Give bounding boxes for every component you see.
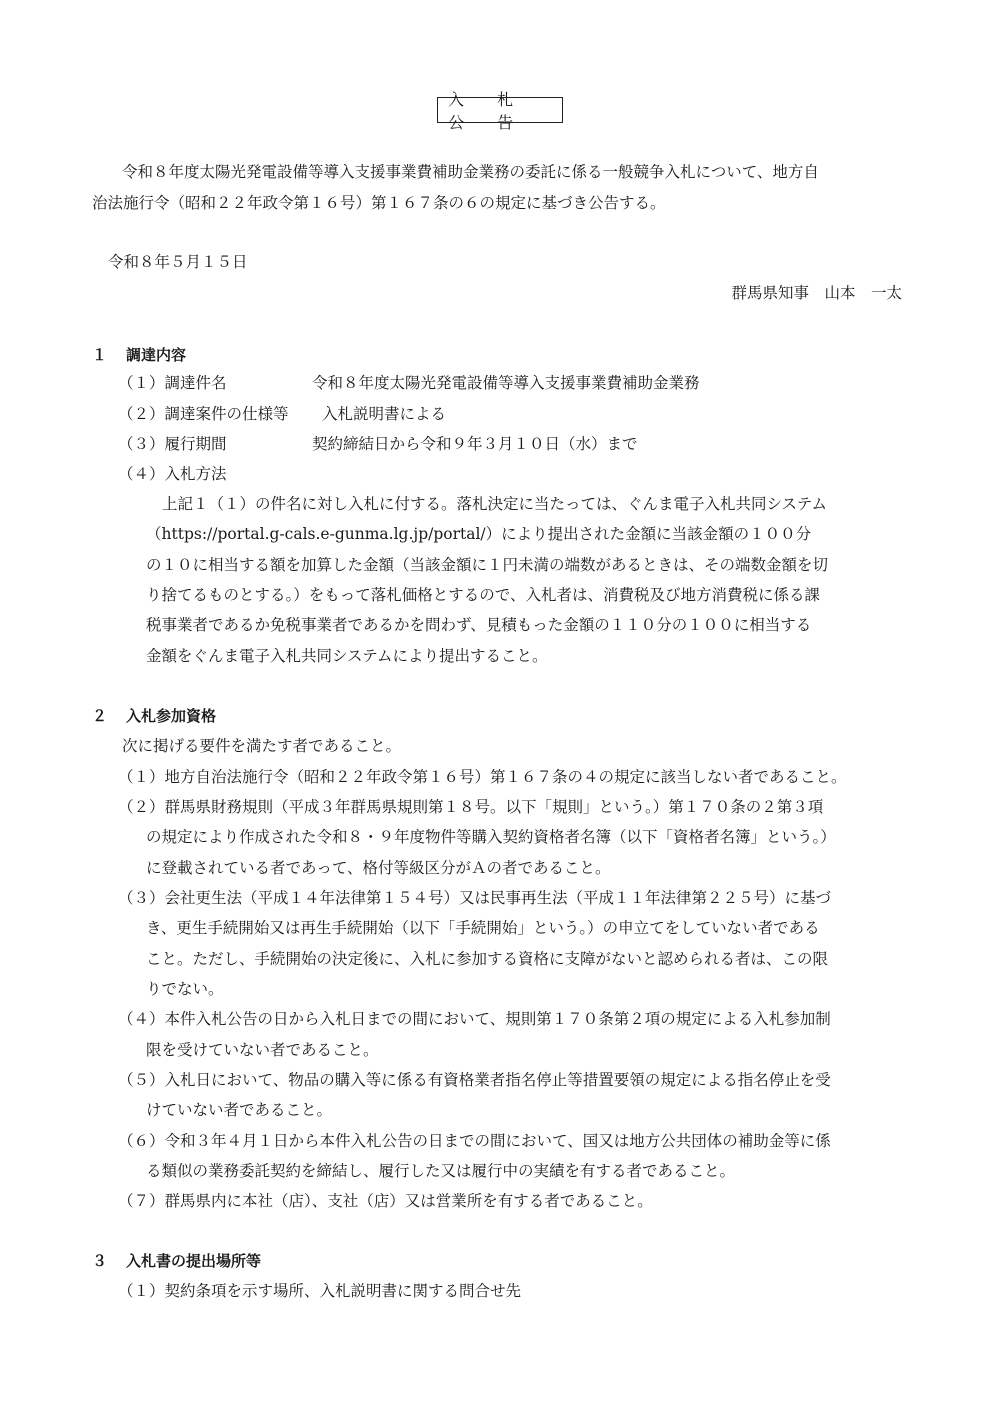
method-line-2: （https://portal.g-cals.e-gunma.lg.jp/portal/）により提出された金額に当該金額の１００分 (146, 525, 812, 543)
section-2-item-2-cont: の規定により作成された令和８・９年度物件等購入契約資格者名簿（以下「資格者名簿」という。） (146, 828, 836, 846)
method-line-5: 税事業者であるか免税事業者であるかを問わず、見積もった金額の１１０分の１００に相当する (146, 616, 812, 634)
section-2-item-5: （５）入札日において、物品の購入等に係る有資格業者指名停止等措置要領の規定による指名停止を受 (118, 1071, 831, 1089)
section-1-item-4 (118, 464, 227, 484)
section-2-title: 入札参加資格 (126, 707, 217, 725)
item-label: （３）履行期間 (118, 435, 227, 453)
notice-date: 令和８年５月１５日 (108, 253, 248, 271)
section-1-item-3 (118, 434, 638, 454)
section-2-item-4-cont: 限を受けていない者であること。 (146, 1041, 379, 1059)
method-line-3: の１０に相当する額を加算した金額（当該金額に１円未満の端数があるときは、その端数金額を切 (146, 556, 829, 574)
item-label: （４）入札方法 (118, 465, 227, 483)
method-line-4: り捨てるものとする。）をもって落札価格とするので、入札者は、消費税及び地方消費税に係る課 (146, 586, 820, 604)
method-line-1: 上記１（１）の件名に対し入札に付する。落札決定に当たっては、ぐんま電子入札共同システム (162, 495, 827, 513)
section-2-item-6-cont: る類似の業務委託契約を締結し、履行した又は履行中の実績を有する者であること。 (146, 1162, 736, 1180)
section-2-item-1: （１）地方自治法施行令（昭和２２年政令第１６号）第１６７条の４の規定に該当しない者であること。 (118, 768, 847, 786)
section-1-item-1 (118, 373, 700, 393)
section-1-title: 調達内容 (126, 346, 187, 364)
section-3-item-1: （１）契約条項を示す場所、入札説明書に関する問合せ先 (118, 1282, 522, 1300)
section-3-heading (92, 1251, 261, 1271)
item-label: （１）調達件名 (118, 374, 227, 392)
intro-line-2: 治法施行令（昭和２２年政令第１６号）第１６７条の６の規定に基づき公告する。 (92, 194, 666, 212)
intro-line-1: 令和８年度太陽光発電設備等導入支援事業費補助金業務の委託に係る一般競争入札について、地方自 (122, 163, 819, 181)
item-value: 令和８年度太陽光発電設備等導入支援事業費補助金業務 (312, 374, 700, 392)
section-2-item-2-cont: に登載されている者であって、格付等級区分がＡの者であること。 (146, 859, 611, 877)
section-2-item-3-cont: き、更生手続開始又は再生手続開始（以下「手続開始」という。）の申立てをしていない者である (146, 919, 820, 937)
method-line-6: 金額をぐんま電子入札共同システムにより提出すること。 (146, 647, 548, 665)
section-2-heading (92, 706, 216, 726)
section-2-item-3: （３）会社更生法（平成１４年法律第１５４号）又は民事再生法（平成１１年法律第２２５号）に基づ (118, 889, 832, 907)
section-2-item-2: （２）群馬県財務規則（平成３年群馬県規則第１８号。以下「規則」という。）第１７０条の２第３項 (118, 798, 824, 816)
section-2-lead: 次に掲げる要件を満たす者であること。 (122, 737, 402, 755)
section-1-heading (92, 345, 186, 365)
section-2-item-7: （７）群馬県内に本社（店）、支社（店）又は営業所を有する者であること。 (118, 1192, 653, 1210)
section-3-number: ３ (92, 1252, 108, 1270)
item-label: （２）調達案件の仕様等 (118, 405, 289, 423)
section-2-number: ２ (92, 707, 108, 725)
section-2-item-6: （６）令和３年４月１日から本件入札公告の日までの間において、国又は地方公共団体の補助金等に係 (118, 1132, 831, 1150)
signer: 群馬県知事 山本 一太 (731, 284, 902, 302)
item-value: 契約締結日から令和９年３月１０日（水）まで (312, 435, 638, 453)
section-2-item-3-cont: こと。ただし、手続開始の決定後に、入札に参加する資格に支障がないと認められる者は、この限 (146, 950, 829, 968)
document-title: 入 札 公 告 (437, 97, 563, 123)
item-value: 入札説明書による (322, 405, 447, 423)
section-2-item-3-cont: りでない。 (146, 980, 224, 998)
section-1-item-2 (118, 404, 446, 424)
section-3-title: 入札書の提出場所等 (126, 1252, 262, 1270)
section-1-number: １ (92, 346, 108, 364)
section-2-item-4: （４）本件入札公告の日から入札日までの間において、規則第１７０条第２項の規定による入札参加制 (118, 1010, 831, 1028)
section-2-item-5-cont: けていない者であること。 (146, 1101, 333, 1119)
